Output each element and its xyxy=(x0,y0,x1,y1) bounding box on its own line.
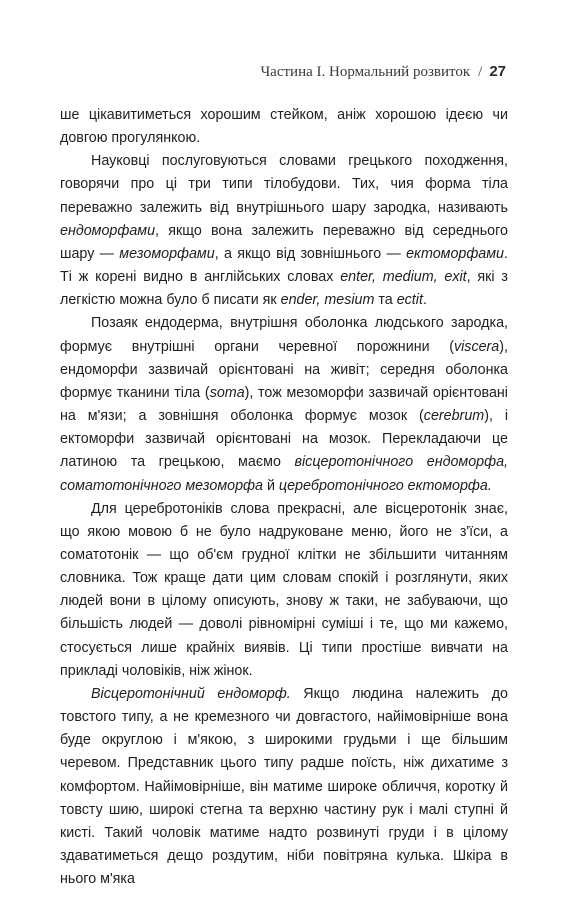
text-run: й xyxy=(262,477,279,494)
paragraph xyxy=(60,150,508,312)
italic-text: viscera xyxy=(453,338,500,355)
header-separator: / xyxy=(478,64,483,80)
paragraph xyxy=(60,104,508,150)
italic-text: вісцеротонічного ендоморфа, соматотонічного мезоморфа xyxy=(60,454,509,494)
text-run: Науковці послуговуються словами грецького походження, говорячи про ці три типи тілобудови. Тих, чия форма тіла переважно залежить від внутрішнього шару зародка, називають xyxy=(60,153,508,216)
text-run: . Ті ж корені видно в англійських словах xyxy=(60,245,508,286)
paragraph xyxy=(60,312,508,497)
paragraph xyxy=(60,683,508,891)
text-run: ), ендоморфи зазвичай орієнтовані на живіт; середня оболонка формує тканини тіла ( xyxy=(60,338,508,401)
italic-text: ender, mesium xyxy=(280,292,375,309)
italic-text: cerebrum xyxy=(423,408,485,425)
italic-text: ендоморфами xyxy=(60,222,156,239)
text-run: ше цікавитиметься хорошим стейком, аніж хорошою ідеєю чи довгою прогулянкою. xyxy=(60,107,508,147)
italic-text: ектоморфами xyxy=(406,245,505,262)
text-run: , якщо вона залежить переважно від середнього шару — xyxy=(60,222,508,262)
text-run: Позаяк ендодерма, внутрішня оболонка людського зародка, формує внутрішні органи черевної порожнини ( xyxy=(60,315,508,355)
text-run: ), тож мезоморфи зазвичай орієнтовані на м'язи; а зовнішня оболонка формує мозок ( xyxy=(60,384,508,425)
text-run: . xyxy=(422,292,427,309)
text-run: , а якщо від зовнішнього — xyxy=(214,245,407,262)
body-text xyxy=(60,104,508,891)
page-number: 27 xyxy=(489,63,506,80)
section-title: Частина I. Нормальний розвиток xyxy=(260,64,471,80)
italic-text: мезоморфами xyxy=(119,245,215,262)
text-run: Для церебротоніків слова прекрасні, але вісцеротонік знає, що якою мовою б не було надруковане меню, його не з'їси, а соматотонік — що об'єм грудної клітки не збільшити читанням словника. Тож краще дати цим словам спокій і розглянути, яких людей вони в цілому описують, знову ж таки, не забуваючи, що більшість людей — доволі рівномірні суміші і те, що ми кажемо, стосується лише крайніх виявів. Ці типи простіше вивчати на прикладі чоловіків, ніж жінок. xyxy=(60,500,508,679)
text-run: Якщо людина належить до товстого типу, а не кремезного чи довгастого, найімовірніше вона буде округлою і м'якою, з широкими грудьми і ще більшим черевом. Представник цього типу радше поїсть, ніж дихатиме з комфортом. Найімовірніше, він матиме широке обличчя, коротку й товсту шию, широкі стегна та верхню частину рук і малі ступні й кисті. Такий чоловік матиме надто розвинуті груди і в цілому здаватиметься дещо роздутим, ніби повітряна кулька. Шкіра в нього м'яка xyxy=(60,685,508,888)
italic-text: Вісцеротонічний ендоморф. xyxy=(91,685,291,702)
italic-text: церебротонічного ектоморфа. xyxy=(278,477,492,494)
italic-text: ectit xyxy=(396,292,423,309)
text-run: , які з легкістю можна було б писати як xyxy=(60,269,508,309)
text-run: та xyxy=(374,292,397,309)
paragraph xyxy=(60,498,508,683)
running-header xyxy=(260,63,506,81)
italic-text: soma xyxy=(209,384,245,401)
italic-text: enter, medium, exit xyxy=(340,269,467,286)
text-run: ), і ектоморфи зазвичай орієнтовані на мозок. Перекладаючи це латиною та грецькою, маємо xyxy=(60,408,509,471)
